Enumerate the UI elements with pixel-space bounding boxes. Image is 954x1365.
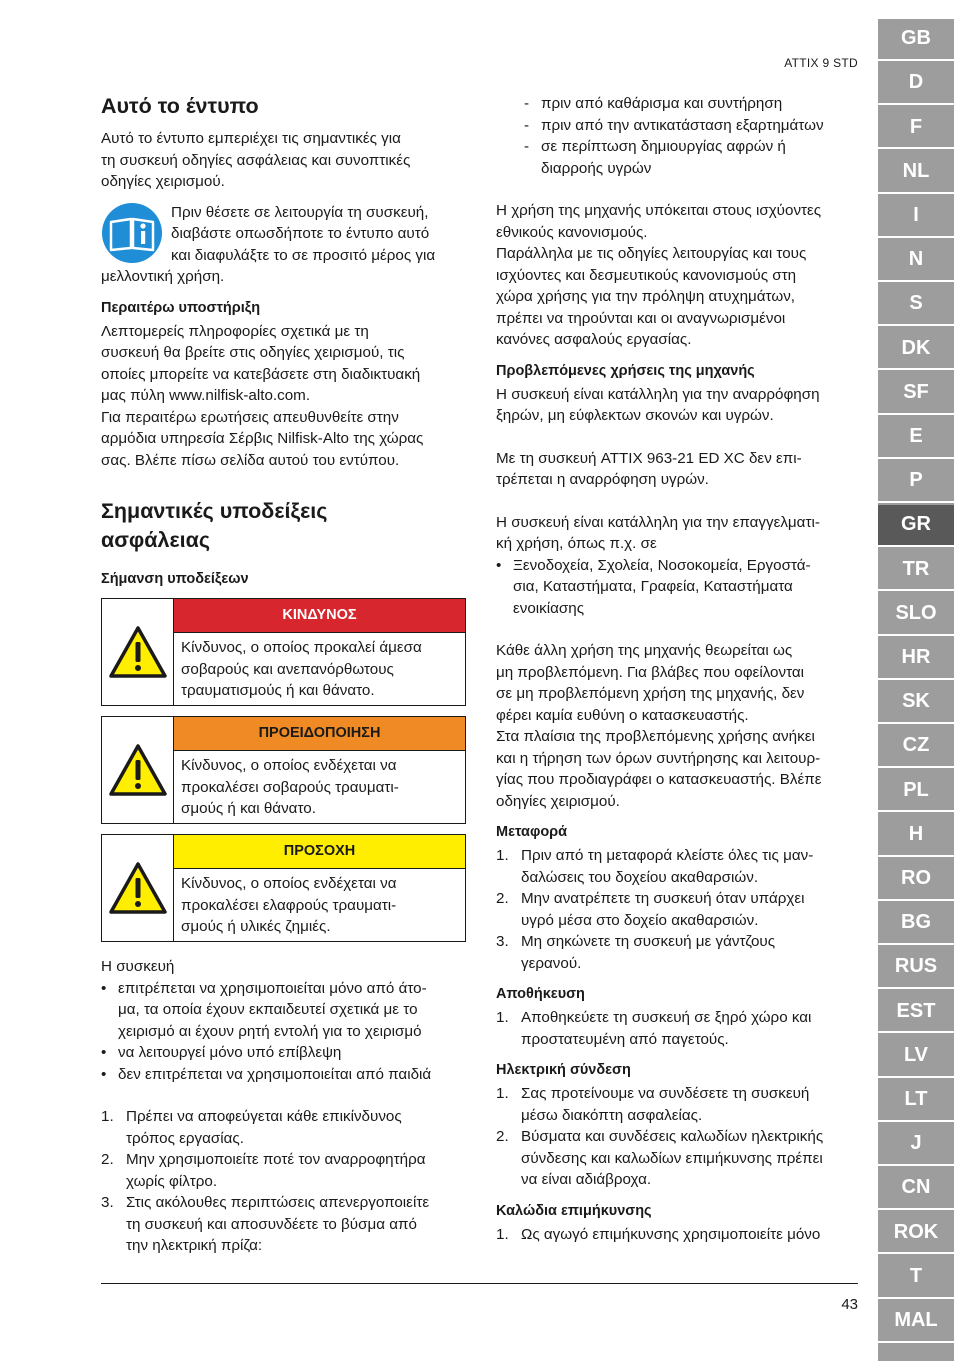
list-item: 1. Σας προτείνουμε να συνδέσετε τη συσκευή μέσω διακόπτη ασφαλείας. <box>496 1085 810 1124</box>
support-heading: Περαιτέρω υποστήριξη <box>101 299 261 316</box>
language-tab-lt[interactable]: LT <box>878 1080 954 1122</box>
language-tab-pl[interactable]: PL <box>878 770 954 812</box>
list-item: 2. Βύσματα και συνδέσεις καλωδίων ηλεκτρικής σύνδεσης και καλωδίων επιμήκυνσης πρέπει να είναι αδιάβροχα. <box>496 1128 824 1188</box>
signals-heading: Σήμανση υποδείξεων <box>101 571 249 587</box>
left-column <box>101 92 466 1257</box>
attix-note: Με τη συσκευή ATTIX 963-21 ED XC δεν επι- τρέπεται η αναρρόφηση υγρών. <box>496 449 802 488</box>
transport-heading: Μεταφορά <box>496 824 568 840</box>
list-item: 1. Αποθηκεύετε τη συσκευή σε ξηρό χώρο και προστατευμένη από παγετούς. <box>496 1009 812 1048</box>
regulations-text: Η χρήση της μηχανής υπόκειται στους ισχύοντες εθνικούς κανονισμούς. Παράλληλα με τις οδηγίες λειτουργίας και τους ισχύοντες και δεσμευτικούς κανονισμούς στη χώρα χρήσης για την πρόληψη ατυχημάτων, πρέπει να τηρούνται και οι αναγνωρισμένοι κανόνες ασφαλούς εργασίας. <box>496 202 822 348</box>
intended-use-text: Η συσκευή είναι κατάλληλη για την αναρρόφηση ξηρών, μη εύφλεκτων σκονών και υγρών. <box>496 385 820 424</box>
language-tab-cz[interactable]: CZ <box>878 726 954 768</box>
language-tab-tr[interactable]: TR <box>878 549 954 591</box>
language-tab-i[interactable]: I <box>878 196 954 238</box>
language-tab-rus[interactable]: RUS <box>878 947 954 989</box>
section-title-document: Αυτό το έντυπο <box>101 94 259 118</box>
list-item: 1. Πριν από τη μεταφορά κλείστε όλες τις μαν- δαλώσεις του δοχείου ακαθαρσιών. <box>496 847 814 886</box>
danger-text: Κίνδυνος, ο οποίος προκαλεί άμεσα σοβαρούς και ανεπανόρθωτους τραυματισμούς ή και θάνατο. <box>181 639 422 699</box>
electric-list <box>496 1083 860 1191</box>
electric-heading: Ηλεκτρική σύνδεση <box>496 1062 631 1078</box>
storage-list <box>496 1007 860 1050</box>
list-item: 1. Ως αγωγό επιμήκυνσης χρησιμοποιείτε μόνο <box>496 1225 821 1243</box>
language-tab-e[interactable]: E <box>878 417 954 459</box>
disconnect-cases-list <box>496 93 860 179</box>
caution-box <box>101 834 466 942</box>
language-tab-j[interactable]: J <box>878 1124 954 1166</box>
language-tab-gb[interactable]: GB <box>878 19 954 61</box>
language-tab-cn[interactable]: CN <box>878 1168 954 1210</box>
other-use-text: Κάθε άλλη χρήση της μηχανής θεωρείται ως μη προβλεπόμενη. Για βλάβες που οφείλονται σε μη προβλεπόμενη χρήση της μηχανής, δεν φέρει καμία ευθύνη ο κατασκευαστής. Στα πλαίσια της προβλεπόμενης χρήσης ανήκει και η τήρηση των όρων συντήρησης και λειτουρ- γίας που προδιαγράφει ο κατασκευαστής. Βλέπε οδηγίες χειρισμού. <box>496 642 822 810</box>
language-tab-slo[interactable]: SLO <box>878 594 954 636</box>
language-tab-s[interactable]: S <box>878 284 954 326</box>
language-tab-h[interactable]: H <box>878 815 954 857</box>
safety-numbered-list <box>101 1106 466 1257</box>
language-tab-gr[interactable]: GR <box>878 505 954 547</box>
device-intro: Η συσκευή <box>101 958 175 975</box>
warning-triangle-icon <box>108 743 168 797</box>
language-tab-mal[interactable]: MAL <box>878 1301 954 1343</box>
intro-text: Αυτό το έντυπο εμπεριέχει τις σημαντικές για τη συσκευή οδηγίες ασφάλειας και συνοπτικές οδηγίες χειρισμού. <box>101 130 411 190</box>
list-item: - πριν από την αντικατάσταση εξαρτημάτων <box>496 115 860 137</box>
list-item: • επιτρέπεται να χρησιμοποιείται μόνο από άτο- μα, τα οποία έχουν εκπαιδευτεί σχετικά με το χειρισμό αι έχουν ρητή εντολή για το χειρισμό <box>101 978 466 1043</box>
list-item: - σε περίπτωση δημιουργίας αφρών ή διαρροής υγρών <box>496 136 860 179</box>
warning-title: ΠΡΟΕΙΔΟΠΟΙΗΣΗ <box>174 717 465 751</box>
language-tab-hr[interactable]: HR <box>878 638 954 680</box>
right-column <box>496 93 860 1245</box>
page-number: 43 <box>841 1296 858 1313</box>
list-item: 2. Μην ανατρέπετε τη συσκευή όταν υπάρχει υγρό μέσα στο δοχείο ακαθαρσιών. <box>496 890 805 929</box>
support-text: Λεπτομερείς πληροφορίες σχετικά με τη συσκευή θα βρείτε στις οδηγίες χειρισμού, τις οποίες μπορείτε να κατεβάσετε στη διαδικτυακή μας πύλη www.nilfisk-alto.com. Για περαιτέρω ερωτήσεις απευθυνθείτε στην αρμόδια υπηρεσία Σέρβις Nilfisk-Alto της χώρας σας. Βλέπε πίσω σελίδα αυτού του εντύπου. <box>101 322 424 469</box>
language-tab-d[interactable]: D <box>878 63 954 105</box>
section-title-safety: Σημαντικές υποδείξεις ασφάλειας <box>101 499 328 552</box>
intended-use-heading: Προβλεπόμενες χρήσεις της μηχανής <box>496 362 755 379</box>
list-item: 3. Στις ακόλουθες περιπτώσεις απενεργοποιείτε τη συσκευή και αποσυνδέετε το βύσμα από την ηλεκτρική πρίζα: <box>101 1194 430 1254</box>
list-item: 3. Μη σηκώνετε τη συσκευή με γάντζους γερανού. <box>496 933 776 972</box>
language-sidebar <box>878 19 954 1361</box>
language-tab-p[interactable]: P <box>878 461 954 503</box>
language-tab-sf[interactable]: SF <box>878 373 954 415</box>
language-tab-t[interactable]: T <box>878 1257 954 1299</box>
footer-rule <box>101 1283 858 1284</box>
language-tab-nl[interactable]: NL <box>878 152 954 194</box>
language-tab-sk[interactable]: SK <box>878 682 954 724</box>
list-item: • Ξενοδοχεία, Σχολεία, Νοσοκομεία, Εργοστά- σια, Καταστήματα, Γραφεία, Καταστήματα ενοικίασης <box>496 555 860 620</box>
language-tab-f[interactable]: F <box>878 107 954 149</box>
language-tab-dk[interactable]: DK <box>878 328 954 370</box>
danger-title: ΚΙΝΔΥΝΟΣ <box>174 599 465 633</box>
transport-list <box>496 845 860 974</box>
extension-list <box>496 1224 860 1246</box>
language-tab-bg[interactable]: BG <box>878 903 954 945</box>
warning-triangle-icon <box>108 625 168 679</box>
language-tab-rok[interactable]: ROK <box>878 1212 954 1254</box>
caution-text: Κίνδυνος, ο οποίος ενδέχεται να προκαλέσει ελαφρούς τραυματι- σμούς ή υλικές ζημιές. <box>181 875 397 935</box>
model-name: ATTIX 9 STD <box>784 56 858 70</box>
professional-use-text: Η συσκευή είναι κατάλληλη για την επαγγελματι- κή χρήση, όπως π.χ. σε <box>496 513 820 552</box>
language-tab-est[interactable]: EST <box>878 991 954 1033</box>
warning-box <box>101 716 466 824</box>
language-tab-n[interactable]: N <box>878 240 954 282</box>
storage-heading: Αποθήκευση <box>496 986 585 1002</box>
language-tab-lv[interactable]: LV <box>878 1036 954 1078</box>
warning-triangle-icon <box>108 861 168 915</box>
warning-text: Κίνδυνος, ο οποίος ενδέχεται να προκαλέσει σοβαρούς τραυματι- σμούς ή και θάνατο. <box>181 757 399 817</box>
professional-use-list <box>496 555 860 620</box>
list-item: 1. Πρέπει να αποφεύγεται κάθε επικίνδυνος τρόπος εργασίας. <box>101 1108 402 1147</box>
device-bullets <box>101 978 466 1086</box>
list-item: - πριν από καθάρισμα και συντήρηση <box>496 93 860 115</box>
read-manual-note: Πριν θέσετε σε λειτουργία τη συσκευή, διαβάστε οπωσδήποτε το έντυπο αυτό και διαφυλάξτε το σε προσιτό μέρος για μελλοντική χρήση. <box>101 203 436 285</box>
list-item: 2. Μην χρησιμοποιείτε ποτέ τον αναρροφητήρα χωρίς φίλτρο. <box>101 1151 426 1190</box>
caution-title: ΠΡΟΣΟΧΗ <box>174 835 465 869</box>
list-item: • δεν επιτρέπεται να χρησιμοποιείται από παιδιά <box>101 1064 466 1086</box>
list-item: • να λειτουργεί μόνο υπό επίβλεψη <box>101 1042 466 1064</box>
manual-info-icon <box>101 202 163 264</box>
extension-heading: Καλώδια επιμήκυνσης <box>496 1202 652 1219</box>
language-tab-ro[interactable]: RO <box>878 859 954 901</box>
danger-box <box>101 598 466 706</box>
